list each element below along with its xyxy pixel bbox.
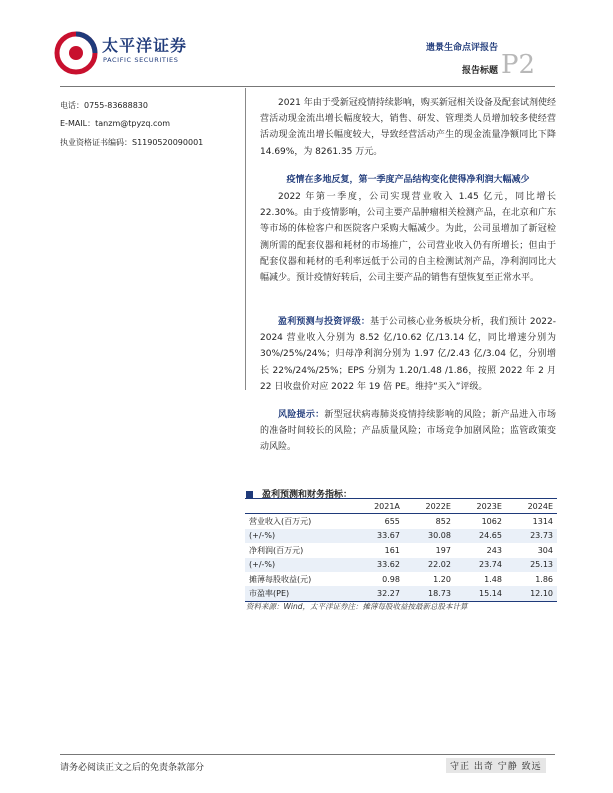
column-divider [245,88,246,390]
table-row [245,586,557,601]
cell: 33.62 [352,558,404,572]
company-name-en: PACIFIC SECURITIES [103,56,179,64]
table-header [245,499,352,514]
cell: 243 [486,545,502,555]
cell: 1062 [481,517,502,527]
cell: 161 [384,545,400,555]
cell: 25.13 [506,558,557,572]
cell: 33.67 [352,529,404,543]
table-row [245,543,557,557]
paragraph-risk [260,407,556,456]
table-row [245,572,557,586]
row-label: (+/-%) [245,529,352,543]
cell: 24.65 [455,529,506,543]
cell: 655 [384,517,400,527]
cell: 304 [537,545,553,555]
contact-phone: 电话：0755-83688830 [60,101,148,110]
cell: 18.73 [404,586,455,601]
cell: 1.20 [433,574,451,584]
row-label: 净利润(百万元) [249,545,304,555]
row-label: (+/-%) [245,558,352,572]
cell: 23.74 [455,558,506,572]
contact-license: 执业资格证书编码：S1190520090001 [60,138,204,147]
cell: 197 [435,545,451,555]
report-label: 报告标题 [461,66,498,76]
footer-divider [60,754,555,755]
cell: 1.86 [535,574,553,584]
title-square-icon [246,491,253,498]
cell: 1.48 [484,574,502,584]
company-name-cn: 太平洋证券 [102,36,188,55]
paragraph-forecast [260,314,556,395]
table-header: 2022E [404,499,455,514]
paragraph-cashflow: 2021 年由于受新冠疫情持续影响，购买新冠相关设备及配套试剂使经营活动现金流出增长幅度较大，销售、研发、管理类人员增加较多使经营活动现金流出增长幅度较大，导致经营活动产生的现金流量净额同比下降 14.69%，为 8261.35 万元。 [260,98,556,157]
cell: 30.08 [404,529,455,543]
cell: 15.14 [455,586,506,601]
cell: 23.73 [506,529,557,543]
financial-table [245,498,557,602]
table-row [245,558,557,572]
risk-text: 新型冠状病毒肺炎疫情持续影响的风险；新产品进入市场的准备时间较长的风险；产品质量风险；市场竞争加剧风险；监管政策变动风险。 [260,410,556,453]
row-label: 营业收入(百万元) [249,517,312,527]
cell: 1314 [532,517,553,527]
cell: 32.27 [352,586,404,601]
table-header-row [245,499,557,514]
cell: 22.02 [404,558,455,572]
report-type: 遗景生命点评报告 [425,43,498,53]
table-source: 资料来源：Wind，太平洋证券注：摊薄每股收益按最新总股本计算 [246,602,468,611]
company-logo-icon [54,28,98,78]
table-row [245,529,557,543]
paragraph-q1: 2022 年第一季度，公司实现营业收入 1.45 亿元，同比增长 22.30%。由于疫情影响，公司主要产品肿瘤相关检测产品，在北京和广东等市场的体检客户和医院客户采购大幅减少。为此，公司虽增加了新冠检测所需的配套仪器和耗材的市场推广，公司营业收入仍有所增长；但由于配套仪器和耗材的毛利率远低于公司的自主检测试剂产品，净利润同比大幅减少。预计疫情好转后，公司主要产品的销售有望恢复至正常水平。 [260,192,556,284]
forecast-text: 基于公司核心业务板块分析，我们预计 2022-2024 营业收入分别为 8.52 亿/10.62 亿/13.14 亿，同比增速分别为 30%/25%/24%；归母净利润分别为 1.97 亿/2.43 亿/3.04 亿，分别增长 22%/24%/25%；EPS 分别为 1.20/1.48 /1.86，按照 2022 年 2 月 22 日收盘价对应 2022 年 19 倍 PE。维持“买入”评级。 [260,317,556,392]
cell: 0.98 [382,574,400,584]
header-divider [60,86,555,87]
table-header: 2024E [506,499,557,514]
forecast-label: 盈利预测与投资评级： [278,317,371,327]
page-number: P2 [501,50,536,80]
section-title-q1: 疫情在多地反复，第一季度产品结构变化使得净利润大幅减少 [286,175,530,185]
contact-email[interactable]: E-MAIL：tanzm@tpyzq.com [60,119,171,128]
row-label: 市盈率(PE) [245,586,352,601]
table-row [245,514,557,529]
table-header: 2021A [352,499,404,514]
cell: 852 [435,517,451,527]
footer-motto: 守正 出奇 宁静 致远 [446,758,546,773]
risk-label: 风险提示： [278,410,325,420]
table-header: 2023E [455,499,506,514]
footer-disclaimer: 请务必阅读正文之后的免责条款部分 [60,763,205,773]
table-title: 盈利预测和财务指标： [246,487,352,500]
row-label: 摊薄每股收益(元) [249,574,312,584]
cell: 12.10 [506,586,557,601]
